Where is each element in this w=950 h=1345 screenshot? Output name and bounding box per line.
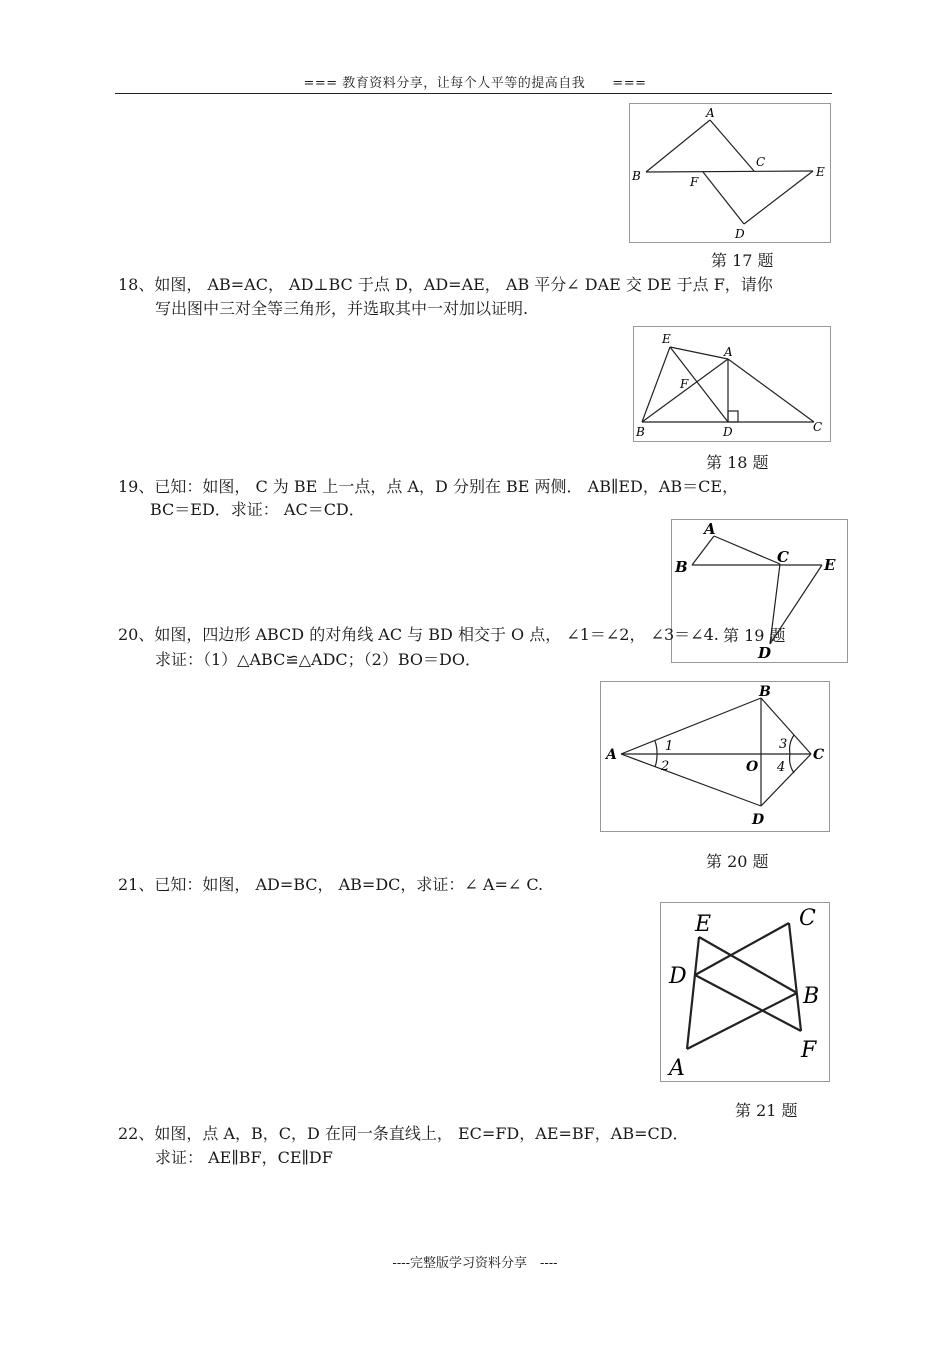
label-E: E — [662, 332, 671, 346]
question-19-line-1: 19、已知：如图， C 为 BE 上一点，点 A，D 分别在 BE 两侧． AB∥ED，AB＝CE， — [118, 477, 739, 496]
figure-19-caption: 第 19 题 — [723, 626, 786, 645]
label-C: C — [813, 420, 823, 434]
label-D: D — [669, 964, 687, 989]
figure-18-caption: 第 18 题 — [706, 453, 769, 472]
page-header: === 教育资料分享，让每个人平等的提高自我 === — [303, 76, 647, 91]
label-A: A — [724, 345, 733, 359]
question-22-line-2: 求证： AE∥BF，CE∥DF — [155, 1148, 333, 1167]
question-18-line-2: 写出图中三对全等三角形，并选取其中一对加以证明. — [155, 299, 529, 318]
label-O: O — [746, 759, 759, 775]
label-D: D — [723, 425, 733, 439]
label-2: 2 — [661, 759, 670, 774]
label-A: A — [606, 747, 617, 763]
label-F: F — [801, 1038, 817, 1063]
figure-20-caption: 第 20 题 — [706, 852, 769, 871]
label-F: F — [690, 175, 699, 189]
figure-18 — [633, 326, 831, 442]
label-B: B — [632, 169, 641, 183]
figure-21-caption: 第 21 题 — [735, 1101, 798, 1120]
label-E: E — [816, 165, 825, 179]
label-B: B — [759, 684, 771, 700]
figure-17 — [629, 103, 831, 243]
label-B: B — [803, 984, 820, 1009]
label-C: C — [799, 906, 816, 931]
label-C: C — [756, 155, 766, 169]
label-B: B — [636, 425, 645, 439]
header-rule — [115, 93, 832, 94]
question-18-line-1: 18、如图， AB=AC， AD⊥BC 于点 D，AD=AE， AB 平分∠ DAE 交 DE 于点 F，请你 — [118, 275, 773, 294]
question-20-line-2: 求证：（1）△ABC≌△ADC；（2）BO＝DO． — [155, 650, 481, 669]
label-D: D — [758, 644, 772, 662]
label-D: D — [735, 227, 745, 241]
label-F: F — [680, 377, 689, 391]
figure-20 — [600, 681, 830, 832]
label-B: B — [675, 558, 688, 576]
label-D: D — [752, 812, 765, 828]
page-footer: ----完整版学习资料分享 ---- — [392, 1256, 558, 1271]
question-20-line-1: 20、如图，四边形 ABCD 的对角线 AC 与 BD 相交于 O 点， ∠1＝∠2， ∠3＝∠4. — [118, 625, 719, 644]
label-E: E — [824, 556, 836, 574]
label-1: 1 — [665, 739, 674, 754]
question-19-line-2: BC＝ED．求证： AC＝CD． — [150, 500, 365, 519]
label-C: C — [813, 747, 825, 763]
question-22-line-1: 22、如图，点 A，B，C，D 在同一条直线上， EC=FD，AE=BF，AB=CD． — [118, 1124, 689, 1143]
label-A: A — [669, 1056, 685, 1081]
label-A: A — [706, 106, 715, 120]
label-C: C — [777, 548, 789, 566]
label-4: 4 — [777, 760, 786, 775]
figure-17-caption: 第 17 题 — [711, 251, 774, 270]
label-3: 3 — [779, 737, 788, 752]
figure-21 — [660, 902, 830, 1082]
label-E: E — [695, 912, 712, 937]
label-A: A — [704, 520, 716, 538]
question-21-line-1: 21、已知：如图， AD=BC， AB=DC，求证：∠ A=∠ C. — [118, 875, 544, 894]
